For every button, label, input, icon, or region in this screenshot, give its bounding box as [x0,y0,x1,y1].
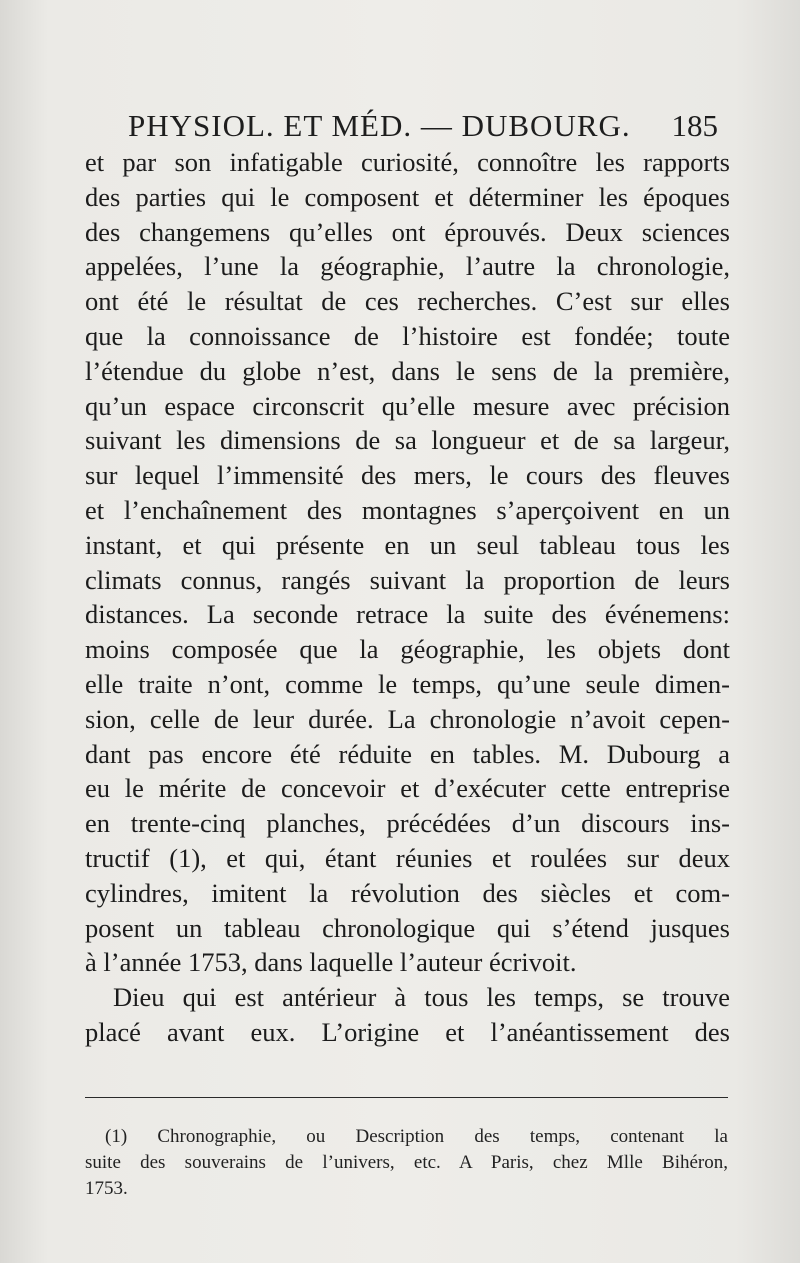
footnote [85,1124,728,1202]
running-header [128,108,718,144]
text-line: moins composée que la géographie, les objets dont [85,634,730,665]
text-line: sion, celle de leur durée. La chronologie n’avoit cepen- [85,703,730,734]
text-line: à l’année 1753, dans laquelle l’auteur écrivoit. [85,947,577,978]
footnote-rule [85,1097,728,1098]
text-line: ont été le résultat de ces recherches. C’est sur elles [85,286,730,317]
text-line: en trente-cinq planches, précédées d’un discours ins- [85,808,730,839]
text-line: des parties qui le composent et déterminer les époques [85,181,730,212]
running-title: PHYSIOL. ET MÉD. — DUBOURG. [128,108,631,143]
footnote-line: (1) Chronographie, ou Description des temps, contenant la [105,1126,728,1147]
footnote-line: suite des souverains de l’univers, etc. A Paris, chez Mlle Bihéron, [85,1152,728,1173]
page-number: 185 [671,108,718,143]
text-line: placé avant eux. L’origine et l’anéantissement des [85,1016,730,1047]
text-line: qu’un espace circonscrit qu’elle mesure avec précision [85,390,730,421]
text-line: elle traite n’ont, comme le temps, qu’une seule dimen- [85,668,730,699]
text-line: posent un tableau chronologique qui s’étend jusques [85,912,730,943]
text-line: distances. La seconde retrace la suite des événemens: [85,599,730,630]
text-line: l’étendue du globe n’est, dans le sens de la première, [85,355,730,386]
footnote-line: 1753. [85,1178,128,1199]
text-line: instant, et qui présente en un seul tableau tous les [85,529,730,560]
paragraph-start-line: Dieu qui est antérieur à tous les temps, se trouve [113,982,730,1013]
text-line: sur lequel l’immensité des mers, le cours des fleuves [85,460,730,491]
text-line: tructif (1), et qui, étant réunies et roulées sur deux [85,842,730,873]
text-line: suivant les dimensions de sa longueur et de sa largeur, [85,425,730,456]
text-line: dant pas encore été réduite en tables. M. Dubourg a [85,738,730,769]
text-line: des changemens qu’elles ont éprouvés. Deux sciences [85,216,730,247]
text-line: et l’enchaînement des montagnes s’aperçoivent en un [85,494,730,525]
text-line: cylindres, imitent la révolution des siècles et com- [85,877,730,908]
main-text-block [85,145,730,1050]
text-line: eu le mérite de concevoir et d’exécuter cette entreprise [85,773,730,804]
text-line: que la connoissance de l’histoire est fondée; toute [85,320,730,351]
text-line: climats connus, rangés suivant la proportion de leurs [85,564,730,595]
text-line: et par son infatigable curiosité, connoître les rapports [85,147,730,177]
text-line: appelées, l’une la géographie, l’autre la chronologie, [85,251,730,282]
